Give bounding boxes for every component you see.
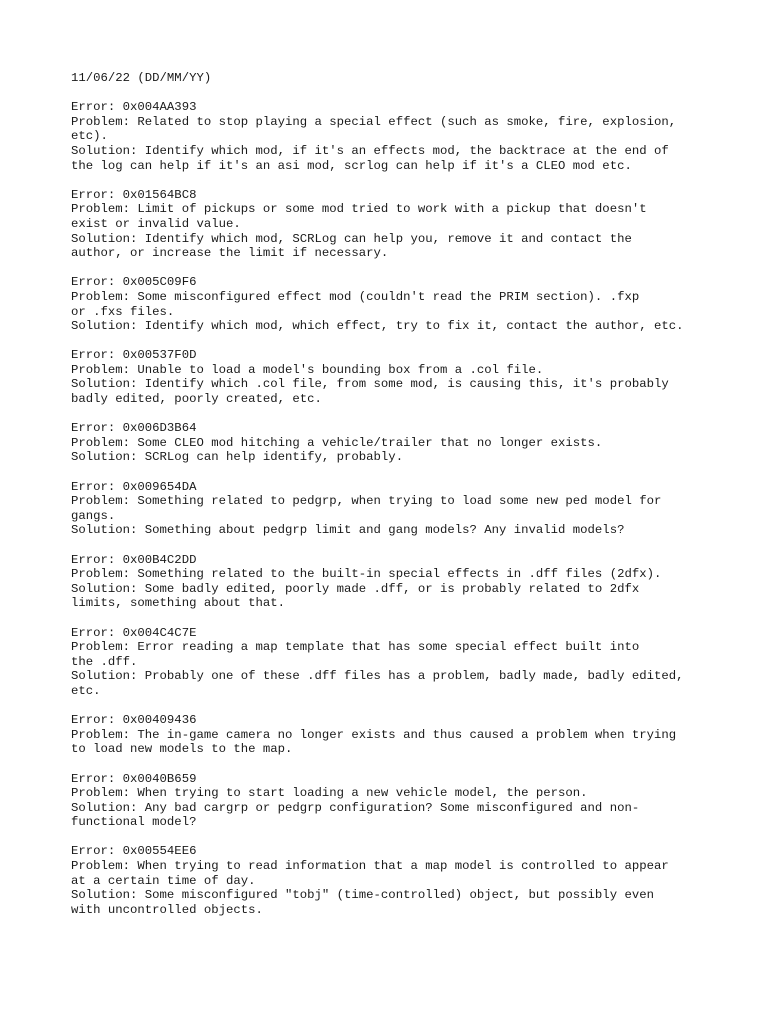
error-code-line: Error: 0x00B4C2DD [71,552,197,567]
error-entry [71,275,721,333]
entry-text-line: author, or increase the limit if necessary. [71,246,389,261]
date-line: 11/06/22 (DD/MM/YY) [71,71,212,85]
entry-text-line: Problem: Something related to the built-in special effects in .dff files (2dfx). [71,567,662,582]
error-entry [71,348,721,406]
error-entries [71,100,721,917]
error-code-line: Error: 0x00537F0D [71,348,197,363]
error-code-line: Error: 0x01564BC8 [71,187,197,202]
entry-text-line: badly edited, poorly created, etc. [71,392,322,407]
error-entry [71,421,721,465]
entry-text-line: Solution: SCRLog can help identify, probably. [71,450,404,465]
entry-text-line: functional model? [71,815,197,830]
entry-text-line: gangs. [71,508,116,523]
error-entry [71,626,721,699]
entry-text-line: Solution: Identify which mod, SCRLog can help you, remove it and contact the [71,231,632,246]
entry-text-line: Solution: Any bad cargrp or pedgrp configuration? Some misconfigured and non- [71,800,640,815]
entry-text-line: Problem: Related to stop playing a special effect (such as smoke, fire, explosion, [71,114,677,129]
error-code-line: Error: 0x009654DA [71,479,197,494]
entry-text-line: etc. [71,683,101,698]
entry-text-line: to load new models to the map. [71,742,293,757]
entry-text-line: Solution: Something about pedgrp limit and gang models? Any invalid models? [71,523,625,538]
error-code-line: Error: 0x005C09F6 [71,275,197,290]
entry-text-line: Solution: Identify which mod, which effect, try to fix it, contact the author, etc. [71,319,684,334]
error-code-line: Error: 0x004AA393 [71,100,197,115]
entry-text-line: Problem: When trying to read information that a map model is controlled to appear [71,859,669,874]
error-entry [71,713,721,757]
error-code-line: Error: 0x004C4C7E [71,625,197,640]
entry-text-line: Problem: Limit of pickups or some mod tried to work with a pickup that doesn't [71,202,647,217]
error-code-line: Error: 0x00554EE6 [71,844,197,859]
entry-text-line: or .fxs files. [71,304,175,319]
entry-text-line: etc). [71,129,108,144]
entry-text-line: the .dff. [71,654,138,669]
error-entry [71,100,721,173]
entry-text-line: Solution: Some misconfigured "tobj" (time-controlled) object, but possibly even [71,888,654,903]
document-page [71,71,721,932]
error-code-line: Error: 0x00409436 [71,713,197,728]
entry-text-line: Problem: Unable to load a model's bounding box from a .col file. [71,362,544,377]
entry-text-line: Problem: Something related to pedgrp, when trying to load some new ped model for [71,494,662,509]
entry-text-line: Problem: Some CLEO mod hitching a vehicle/trailer that no longer exists. [71,435,603,450]
error-code-line: Error: 0x006D3B64 [71,421,197,436]
error-code-line: Error: 0x0040B659 [71,771,197,786]
entry-text-line: Solution: Probably one of these .dff files has a problem, badly made, badly edited, [71,669,684,684]
error-entry [71,188,721,261]
entry-text-line: Problem: Some misconfigured effect mod (couldn't read the PRIM section). .fxp [71,289,640,304]
entry-text-line: Problem: When trying to start loading a new vehicle model, the person. [71,786,588,801]
error-entry [71,553,721,611]
entry-text-line: the log can help if it's an asi mod, scrlog can help if it's a CLEO mod etc. [71,158,632,173]
entry-text-line: Problem: Error reading a map template that has some special effect built into [71,640,640,655]
entry-text-line: at a certain time of day. [71,873,256,888]
error-entry [71,480,721,538]
error-entry [71,844,721,917]
entry-text-line: Problem: The in-game camera no longer exists and thus caused a problem when trying [71,727,677,742]
entry-text-line: limits, something about that. [71,596,286,611]
entry-text-line: Solution: Identify which mod, if it's an effects mod, the backtrace at the end of [71,143,669,158]
entry-text-line: with uncontrolled objects. [71,902,263,917]
entry-text-line: Solution: Some badly edited, poorly made .dff, or is probably related to 2dfx [71,581,640,596]
entry-text-line: exist or invalid value. [71,216,241,231]
entry-text-line: Solution: Identify which .col file, from some mod, is causing this, it's probably [71,377,669,392]
error-entry [71,772,721,830]
